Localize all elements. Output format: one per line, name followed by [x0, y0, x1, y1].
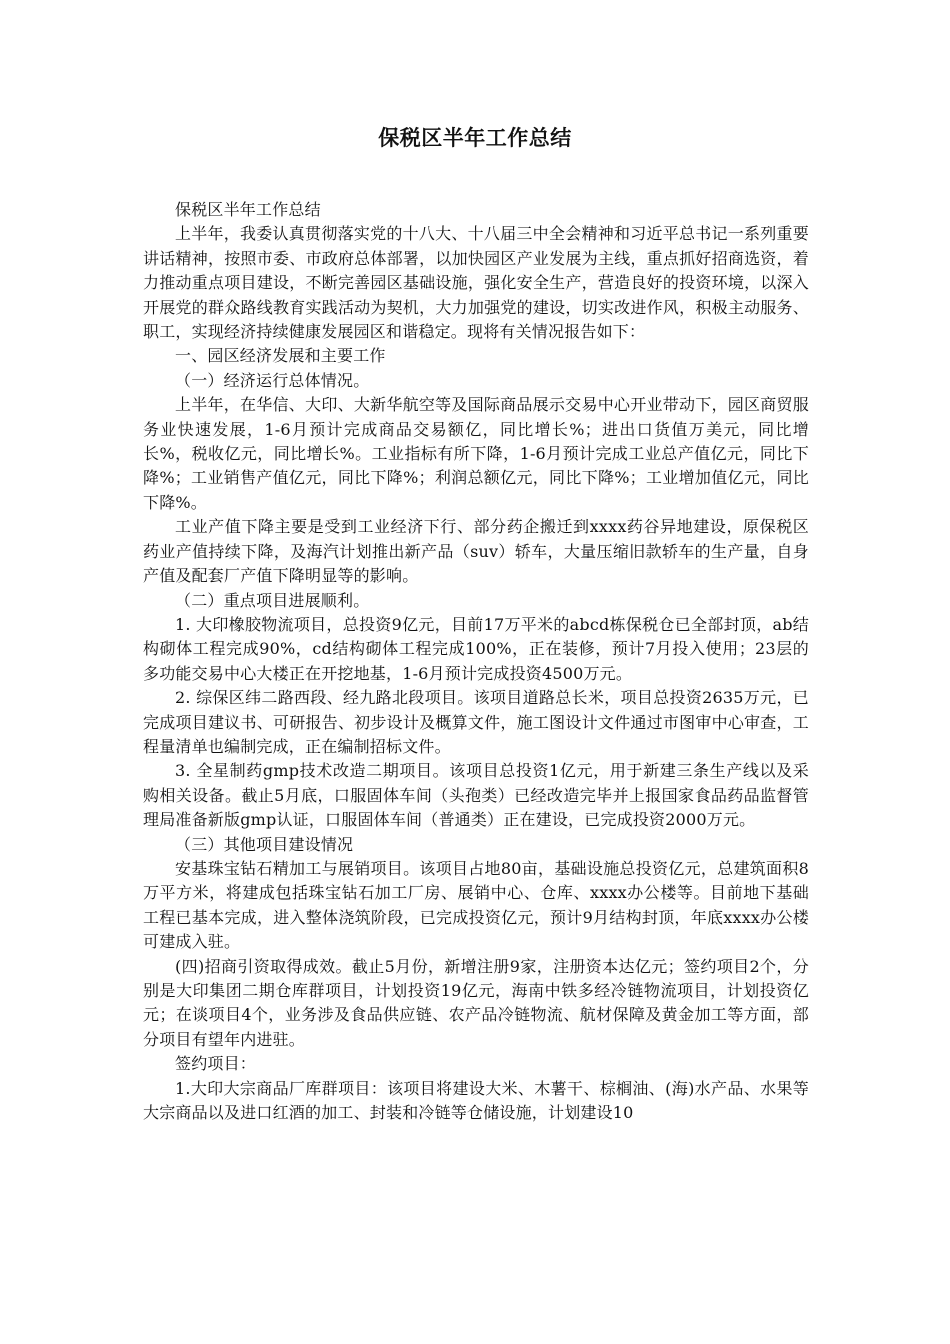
- signed-projects-heading: 签约项目：: [175, 1054, 257, 1074]
- paragraph-economy: 上半年，在华信、大印、大新华航空等及国际商品展示交易中心开业带动下，园区商贸服务业快速发展，1-6月预计完成商品交易额亿，同比增长%；进出口货值万美元，同比增长%，税收亿元，同比增长%。工业指标有所下降，1-6月预计完成工业总产值亿元，同比下降%；工业销售产值亿元，同比下降%；利润总额亿元，同比下降%；工业增加值亿元，同比下降%。: [143, 395, 809, 512]
- paragraph-project-1: 1. 大印橡胶物流项目，总投资9亿元，目前17万平米的abcd栋保税仓已全部封顶，ab结构砌体工程完成90%，cd结构砌体工程完成100%，正在装修，预计7月投入使用；23层的多功能交易中心大楼正在开挖地基，1-6月预计完成投资4500万元。: [143, 614, 809, 683]
- paragraph-industry-decline: 工业产值下降主要是受到工业经济下行、部分药企搬迁到xxxx药谷异地建设，原保税区药业产值持续下降，及海汽计划推出新产品（suv）轿车，大量压缩旧款轿车的生产量，自身产值及配套厂产值下降明显等的影响。: [143, 517, 809, 586]
- document-title: 保税区半年工作总结: [378, 126, 572, 150]
- subsection-heading-2: （二）重点项目进展顺利。: [175, 590, 370, 610]
- subsection-heading-1: （一）经济运行总体情况。: [175, 370, 370, 390]
- paragraph-investment: (四)招商引资取得成效。截止5月份，新增注册9家，注册资本达亿元；签约项目2个，分别是大印集团二期仓库群项目，计划投资19亿元，海南中铁多经冷链物流项目，计划投资亿元；在谈项目4个，业务涉及食品供应链、农产品冷链物流、航材保障及黄金加工等方面，部分项目有望年内进驻。: [143, 956, 809, 1049]
- paragraph-other-project: 安基珠宝钻石精加工与展销项目。该项目占地80亩，基础设施总投资亿元，总建筑面积8万平方米，将建成包括珠宝钻石加工厂房、展销中心、仓库、xxxx办公楼等。目前地下基础工程已基本完成，进入整体浇筑阶段，已完成投资亿元，预计9月结构封顶，年底xxxx办公楼可建成入驻。: [143, 858, 809, 952]
- section-heading-1: 一、园区经济发展和主要工作: [175, 346, 386, 366]
- paragraph-subtitle: 保税区半年工作总结: [175, 200, 321, 219]
- paragraph-intro: 上半年，我委认真贯彻落实党的十八大、十八届三中全会精神和习近平总书记一系列重要讲话精神，按照市委、市政府总体部署，以加快园区产业发展为主线，重点抓好招商选资，着力推动重点项目建设，不断完善园区基础设施，强化安全生产，营造良好的投资环境，以深入开展党的群众路线教育实践活动为契机，大力加强党的建设，切实改进作风，积极主动服务、职工，实现经济持续健康发展园区和谐稳定。现将有关情况报告如下：: [143, 224, 809, 342]
- paragraph-signed-project-1: 1.大印大宗商品厂库群项目：该项目将建设大米、木薯干、棕榈油、(海)水产品、水果等大宗商品以及进口红酒的加工、封装和冷链等仓储设施，计划建设10: [143, 1078, 809, 1123]
- document-body: [143, 198, 809, 1125]
- paragraph-project-2: 2. 综保区纬二路西段、经九路北段项目。该项目道路总长米，项目总投资2635万元，已完成项目建议书、可研报告、初步设计及概算文件，施工图设计文件通过市图审中心审查，工程量清单也编制完成，正在编制招标文件。: [143, 688, 809, 756]
- subsection-heading-3: （三）其他项目建设情况: [175, 834, 354, 854]
- paragraph-project-3: 3. 全星制药gmp技术改造二期项目。该项目总投资1亿元，用于新建三条生产线以及采购相关设备。截止5月底，口服固体车间（头孢类）已经改造完毕并上报国家食品药品监督管理局准备新版gmp认证，口服固体车间（普通类）正在建设，已完成投资2000万元。: [143, 761, 809, 830]
